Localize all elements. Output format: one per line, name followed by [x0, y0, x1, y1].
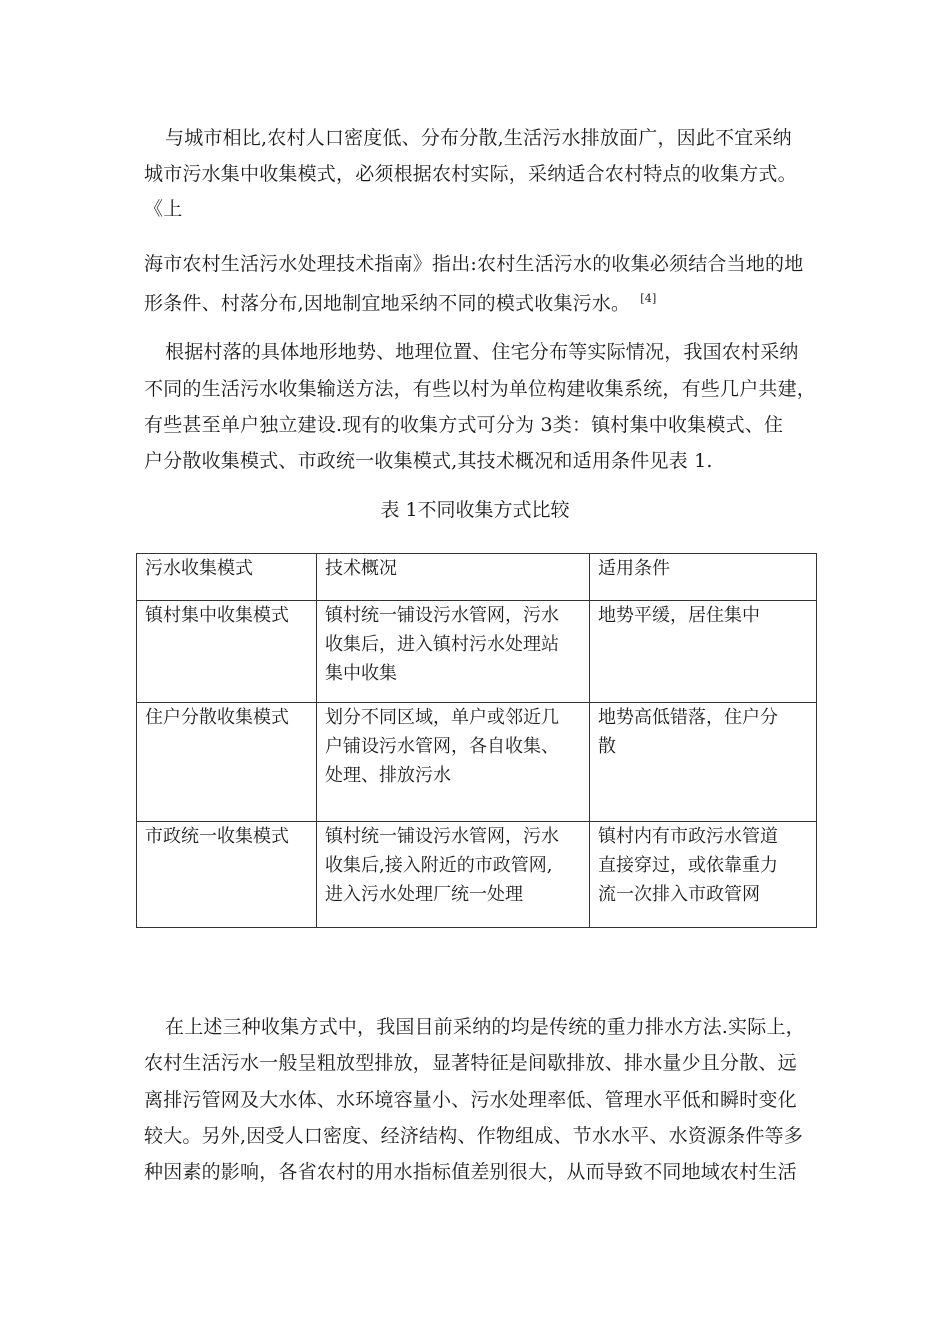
paragraph-line: 海市农村生活污水处理技术指南》指出:农村生活污水的收集必须结合当地的地 — [144, 253, 804, 275]
cell-line: 处理、排放污水 — [325, 765, 451, 786]
paragraph-line-text: 形条件、村落分布,因地制宜地采纳不同的模式收集污水。 — [144, 292, 631, 315]
paragraph-line-with-citation — [144, 287, 656, 315]
citation-reference: [4] — [640, 292, 657, 305]
table-row — [137, 703, 817, 822]
cell-line: 收集后,接入附近的市政管网, — [325, 855, 553, 876]
table-header-row — [137, 554, 817, 601]
paragraph-line: 离排污管网及大水体、水环境容量小、污水处理率低、管理水平低和瞬时变化 — [144, 1089, 797, 1111]
cell-line: 直接穿过，或依靠重力 — [598, 855, 778, 876]
paragraph-line: 《上 — [144, 198, 183, 220]
cell-line: 户铺设污水管网，各自收集、 — [325, 736, 559, 757]
paragraph-line: 根据村落的具体地形地势、地理位置、住宅分布等实际情况，我国农村采纳 — [165, 341, 799, 363]
paragraph-line: 与城市相比,农村人口密度低、分布分散,生活污水排放面广，因此不宜采纳 — [165, 127, 792, 149]
condition-cell — [590, 601, 817, 703]
paragraph-line: 有些甚至单户独立建设.现有的收集方式可分为 3类：镇村集中收集模式、住 — [144, 414, 784, 436]
header-cell: 适用条件 — [590, 554, 817, 601]
paragraph-line: 户分散收集模式、市政统一收集模式,其技术概况和适用条件见表 1. — [144, 450, 713, 472]
paragraph-line: 城市污水集中收集模式，必须根据农村实际，采纳适合农村特点的收集方式。 — [144, 163, 797, 185]
table-row — [137, 601, 817, 703]
cell-line: 收集后，进入镇村污水处理站 — [325, 634, 559, 655]
cell-line: 进入污水处理厂统一处理 — [325, 884, 523, 905]
table-caption: 表 1不同收集方式比较 — [380, 499, 570, 521]
cell-line: 镇村统一铺设污水管网，污水 — [325, 826, 559, 847]
tech-cell — [317, 822, 590, 928]
cell-line: 镇村内有市政污水管道 — [598, 826, 778, 847]
comparison-table — [136, 553, 817, 928]
paragraph-line: 在上述三种收集方式中，我国目前采纳的均是传统的重力排水方法.实际上， — [165, 1016, 805, 1038]
cell-line: 地势平缓，居住集中 — [598, 605, 760, 626]
mode-cell: 住户分散收集模式 — [137, 703, 317, 822]
cell-line: 镇村统一铺设污水管网，污水 — [325, 605, 559, 626]
header-cell: 技术概况 — [317, 554, 590, 601]
tech-cell — [317, 703, 590, 822]
paragraph-line: 农村生活污水一般呈粗放型排放，显著特征是间歇排放、排水量少且分散、远 — [144, 1052, 797, 1074]
tech-cell — [317, 601, 590, 703]
mode-cell: 镇村集中收集模式 — [137, 601, 317, 703]
mode-cell: 市政统一收集模式 — [137, 822, 317, 928]
paragraph-line: 较大。另外,因受人口密度、经济结构、作物组成、节水水平、水资源条件等多 — [144, 1125, 804, 1147]
header-cell: 污水收集模式 — [137, 554, 317, 601]
cell-line: 散 — [598, 736, 616, 757]
cell-line: 流一次排入市政管网 — [598, 884, 760, 905]
table-row — [137, 822, 817, 928]
condition-cell — [590, 703, 817, 822]
paragraph-line: 种因素的影响，各省农村的用水指标值差别很大，从而导致不同地域农村生活 — [144, 1161, 797, 1183]
cell-line: 集中收集 — [325, 663, 397, 684]
condition-cell — [590, 822, 817, 928]
paragraph-line: 不同的生活污水收集输送方法，有些以村为单位构建收集系统，有些几户共建， — [144, 378, 817, 400]
cell-line: 地势高低错落，住户分 — [598, 707, 778, 728]
cell-line: 划分不同区域，单户或邻近几 — [325, 707, 559, 728]
